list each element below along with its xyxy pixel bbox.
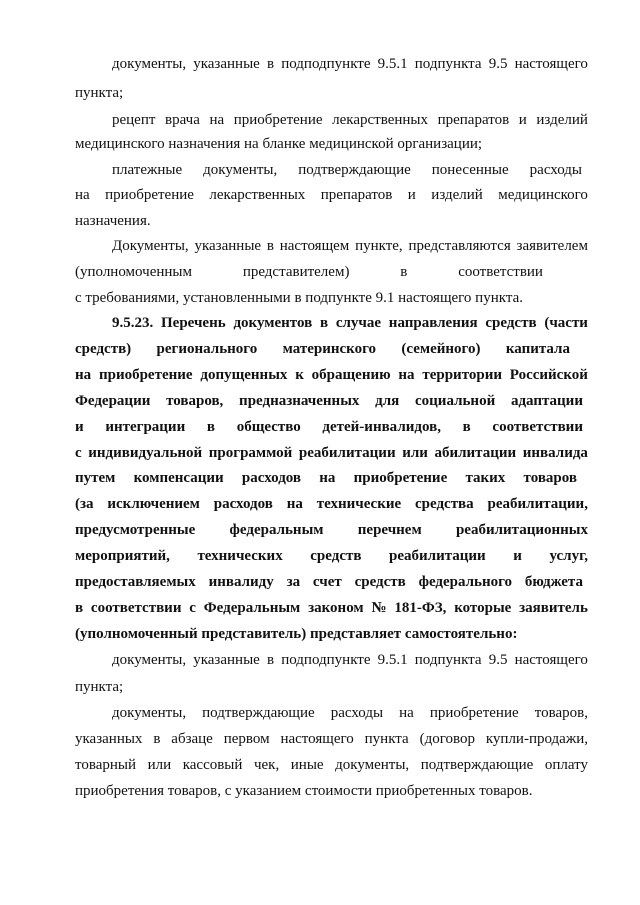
word: регионального (156, 341, 258, 357)
section-heading-line (75, 339, 570, 359)
word: 9.5 (488, 56, 508, 72)
word: на (209, 112, 225, 128)
word: технических (197, 548, 283, 564)
word: приобретение (429, 705, 519, 721)
word: и (75, 419, 84, 435)
word: товарный (75, 757, 137, 773)
word: настоящего (280, 731, 354, 747)
word: документы, (203, 162, 278, 178)
word: направления (388, 315, 478, 331)
word: подтверждающие (298, 162, 411, 178)
word: с (189, 600, 196, 616)
text-line: с требованиями, установленными в подпункте 9.1 настоящего пункта. (75, 290, 523, 306)
word: предоставляемых (75, 574, 196, 590)
word: иные (290, 757, 324, 773)
text-line: назначения. (75, 213, 151, 229)
word: абилитации (434, 445, 517, 461)
word: расходов (241, 470, 302, 486)
word: на (75, 367, 92, 383)
section-heading-line (75, 598, 588, 618)
word: реабилитации (389, 548, 486, 564)
word: оплату (544, 757, 588, 773)
word: рецепт (112, 112, 156, 128)
word: средств (354, 574, 406, 590)
word: расходы (330, 705, 384, 721)
word: купли-продажи, (485, 731, 588, 747)
word: инвалиду (208, 574, 274, 590)
section-heading-line (75, 520, 588, 540)
word: Документы, (112, 238, 189, 254)
text-line: пункта; (75, 679, 124, 695)
word: реабилитации (298, 445, 396, 461)
text-line: пункта; (75, 85, 124, 101)
section-heading-line (75, 365, 588, 385)
word: и (513, 548, 522, 564)
word: указанные (193, 56, 260, 72)
word: изделий (536, 112, 588, 128)
word: товаров (523, 470, 577, 486)
text-line (112, 54, 588, 74)
word: документы, (112, 652, 187, 668)
section-heading-line (75, 546, 588, 566)
word: врача (165, 112, 200, 128)
word: настоящего (514, 56, 588, 72)
word: заявителем (516, 238, 588, 254)
word: лекарственных (332, 112, 428, 128)
word: случае (335, 315, 382, 331)
word: подпункта (414, 56, 482, 72)
word: указанные (193, 652, 260, 668)
word: указанных (75, 731, 143, 747)
word: кассовый (182, 757, 243, 773)
word: капитала (505, 341, 570, 357)
word: соответствии (90, 600, 182, 616)
word: понесенные (431, 162, 509, 178)
word: интеграции (105, 419, 186, 435)
word: средства (414, 496, 474, 512)
word: настоящего (514, 652, 588, 668)
word: в (319, 315, 329, 331)
word: Российской (509, 367, 588, 383)
word: подподпункте (281, 652, 371, 668)
word: настоящем (279, 238, 350, 254)
word: технические (316, 496, 402, 512)
word: товаров, (166, 393, 224, 409)
section-heading-line (75, 572, 583, 592)
text-line (112, 236, 588, 256)
word: Федеральным (203, 600, 301, 616)
word: в (462, 419, 471, 435)
word: инвалида (522, 445, 588, 461)
word: с (75, 445, 82, 461)
section-heading-line (75, 494, 588, 514)
section-heading-line (75, 391, 583, 411)
word: подподпункте (281, 56, 371, 72)
word: средств (485, 315, 537, 331)
word: на (286, 496, 303, 512)
word: (части (544, 315, 588, 331)
word: перечнем (357, 522, 422, 538)
word: подтверждающие (202, 705, 315, 721)
word: которые (454, 600, 512, 616)
word: законом (308, 600, 364, 616)
word: к (295, 367, 304, 383)
section-heading-line (75, 417, 583, 437)
word: на (75, 187, 90, 203)
word: на (398, 367, 415, 383)
word: и (407, 187, 416, 203)
word: препаратов (437, 112, 510, 128)
word: документы, (112, 56, 187, 72)
word: предназначенных (239, 393, 360, 409)
word: пункта (364, 731, 409, 747)
word: документы, (112, 705, 187, 721)
word: территории (422, 367, 502, 383)
word: путем (75, 470, 116, 486)
word: предусмотренные (75, 522, 196, 538)
word: чек, (253, 757, 280, 773)
word: допущенных (200, 367, 288, 383)
word: общество (236, 419, 301, 435)
text-line (112, 650, 588, 670)
word: документов (233, 315, 313, 331)
word: адаптации (510, 393, 583, 409)
word: указанные (194, 238, 262, 254)
word: заявитель (519, 600, 588, 616)
section-heading-line (112, 313, 588, 333)
word: приобретение (105, 187, 194, 203)
word: платежные (112, 162, 183, 178)
word: приобретение (353, 470, 448, 486)
word: документы, (335, 757, 410, 773)
text-line (75, 729, 588, 749)
word: в (266, 238, 274, 254)
word: в (400, 264, 408, 280)
word: или (402, 445, 428, 461)
word: препаратов (320, 187, 393, 203)
word: 9.5.1 (377, 652, 408, 668)
word: индивидуальной (88, 445, 203, 461)
section-heading-line (75, 443, 588, 463)
text-line (75, 755, 588, 775)
word: приобретение (98, 367, 193, 383)
word: представителем) (242, 264, 350, 280)
word: материнского (282, 341, 377, 357)
word: социальной (415, 393, 496, 409)
word: в (266, 652, 275, 668)
word: приобретение (233, 112, 323, 128)
word: (уполномоченным (75, 264, 192, 280)
text-line (75, 185, 588, 205)
word: Перечень (161, 315, 226, 331)
word: 9.5.23. (112, 315, 154, 331)
word: в (153, 731, 161, 747)
word: компенсации (133, 470, 224, 486)
word: средств) (75, 341, 132, 357)
word: бюджета (524, 574, 583, 590)
word: (за (75, 496, 94, 512)
word: № (371, 600, 387, 616)
word: и (518, 112, 527, 128)
word: услуг, (549, 548, 588, 564)
word: счет (312, 574, 342, 590)
word: представляются (408, 238, 511, 254)
section-heading-line: (уполномоченный представитель) представляет самостоятельно: (75, 626, 518, 642)
word: изделий (431, 187, 483, 203)
word: пункте, (355, 238, 403, 254)
word: детей-инвалидов, (322, 419, 441, 435)
word: подпункта (414, 652, 482, 668)
word: на (319, 470, 336, 486)
section-heading-line (75, 468, 577, 488)
word: подтверждающие (420, 757, 534, 773)
word: мероприятий, (75, 548, 170, 564)
word: соответствии (492, 419, 583, 435)
word: соответствии (458, 264, 543, 280)
word: (семейного) (401, 341, 481, 357)
word: программой (208, 445, 293, 461)
word: федерального (418, 574, 513, 590)
word: расходов (213, 496, 273, 512)
text-line (112, 703, 588, 723)
text-line: медицинского назначения на бланке медицинской организации; (75, 136, 483, 152)
word: товаров, (534, 705, 588, 721)
word: исключением (107, 496, 200, 512)
word: Федерации (75, 393, 151, 409)
word: 9.5.1 (377, 56, 408, 72)
word: (договор (419, 731, 475, 747)
word: для (375, 393, 400, 409)
word: федеральным (229, 522, 324, 538)
word: 181-ФЗ, (394, 600, 447, 616)
word: медицинского (498, 187, 588, 203)
text-line (112, 160, 582, 180)
word: на (399, 705, 414, 721)
word: в (75, 600, 84, 616)
word: или (147, 757, 172, 773)
word: обращению (311, 367, 391, 383)
word: 9.5 (488, 652, 508, 668)
word: реабилитационных (455, 522, 588, 538)
word: в (206, 419, 216, 435)
word: таких (465, 470, 506, 486)
word: первом (223, 731, 270, 747)
word: расходы (529, 162, 582, 178)
text-line (112, 110, 588, 130)
word: в (266, 56, 275, 72)
word: реабилитации, (487, 496, 588, 512)
word: лекарственных (209, 187, 306, 203)
word: абзаце (171, 731, 213, 747)
word: за (286, 574, 301, 590)
text-line: приобретения товаров, с указанием стоимости приобретенных товаров. (75, 783, 533, 799)
word: средств (310, 548, 362, 564)
text-line (75, 262, 543, 282)
